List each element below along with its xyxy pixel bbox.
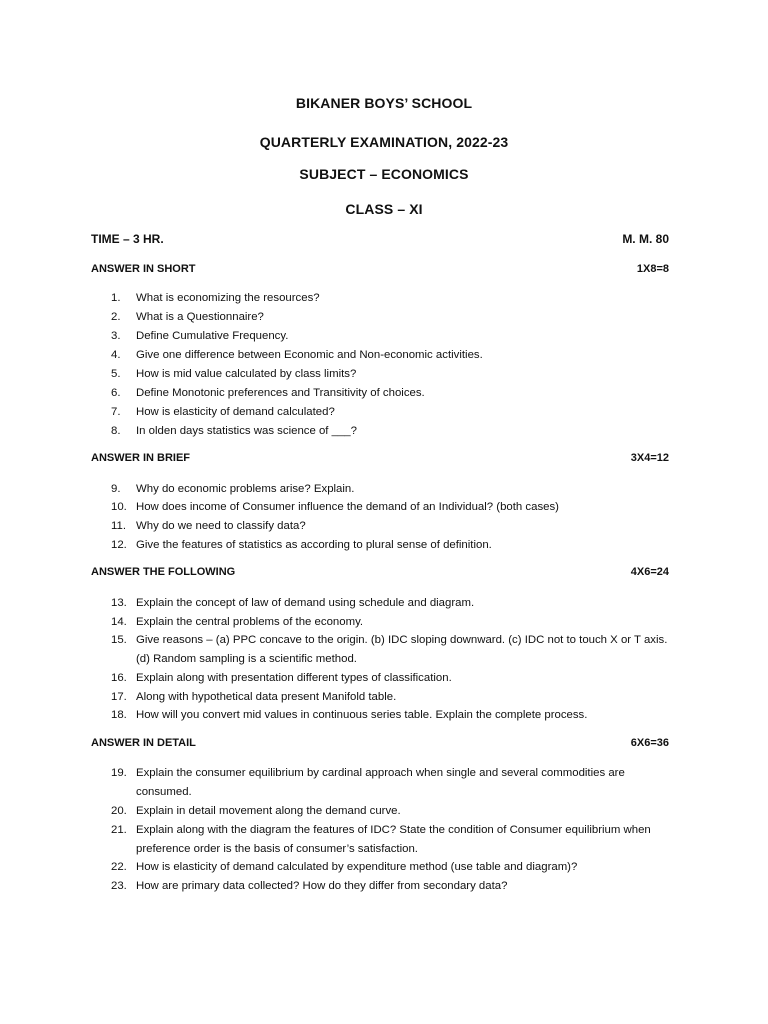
question-text: What is a Questionnaire? [136,311,264,323]
question-number: 22. [111,861,127,873]
question-text: Along with hypothetical data present Manifold table. [136,691,397,703]
question-number: 11. [111,520,126,532]
question-text: Explain the central problems of the economy. [136,616,364,628]
question-item [111,764,681,801]
question-text: What is economizing the resources? [136,292,320,304]
question-item [111,669,681,688]
question-number: 20. [111,805,127,817]
question-item [111,422,681,441]
question-number: 16. [111,672,127,684]
question-text: Explain in detail movement along the demand curve. [136,805,401,817]
question-item [111,308,681,327]
question-text: Give one difference between Economic and Non-economic activities. [136,349,483,361]
section-marks: 6X6=36 [630,737,669,749]
question-item [111,384,681,403]
section-header [91,263,669,275]
question-item [111,613,681,632]
question-number: 13. [111,597,127,609]
question-number: 9. [111,483,121,495]
school-name: BIKANER BOYS’ SCHOOL [295,95,473,111]
question-item [111,821,681,858]
question-number: 10. [111,501,127,513]
question-number: 14. [111,616,127,628]
time-label: TIME – 3 HR. [91,232,164,246]
question-item [111,365,681,384]
question-item [111,877,681,896]
question-number: 6. [111,387,121,399]
question-item [111,594,681,613]
question-item [111,498,681,517]
question-item [111,327,681,346]
section-header [91,452,669,464]
question-number: 23. [111,880,127,892]
section-heading: ANSWER THE FOLLOWING [91,566,236,578]
question-text: In olden days statistics was science of ___? [136,425,357,437]
question-text: How is mid value calculated by class limits? [136,368,357,380]
question-text: Explain along with presentation different types of classification. [136,672,452,684]
question-text: Give reasons – (a) PPC concave to the origin. (b) IDC sloping downward. (c) IDC not to touch X or T axis. (d) Random sampling is a scientific method. [136,634,668,665]
question-number: 7. [111,406,121,418]
question-text: How is elasticity of demand calculated? [136,406,335,418]
section-marks: 1X8=8 [636,263,669,275]
question-number: 17. [111,691,127,703]
question-number: 1. [111,292,121,304]
question-number: 19. [111,767,127,779]
question-text: Why do we need to classify data? [136,520,306,532]
subject-title: SUBJECT – ECONOMICS [299,166,469,182]
exam-title: QUARTERLY EXAMINATION, 2022-23 [259,134,509,150]
class-title: CLASS – XI [345,201,423,217]
question-text: How are primary data collected? How do they differ from secondary data? [136,880,508,892]
question-item [111,480,681,499]
question-text: Why do economic problems arise? Explain. [136,483,355,495]
section-marks: 4X6=24 [630,566,669,578]
question-text: Explain along with the diagram the features of IDC? State the condition of Consumer equilibrium when preference order is the basis of consumer’s satisfaction. [136,824,651,855]
question-item [111,631,681,668]
question-item [111,536,681,555]
question-number: 8. [111,425,121,437]
max-marks-label: M. M. 80 [622,232,669,246]
question-number: 18. [111,709,127,721]
question-number: 2. [111,311,121,323]
question-item [111,346,681,365]
section-heading: ANSWER IN SHORT [91,263,196,275]
question-number: 3. [111,330,121,342]
question-item [111,403,681,422]
question-text: Define Monotonic preferences and Transitivity of choices. [136,387,425,399]
question-number: 15. [111,634,127,646]
section-marks: 3X4=12 [630,452,669,464]
section-heading: ANSWER IN DETAIL [91,737,196,749]
section-header [91,737,669,749]
question-number: 5. [111,368,121,380]
question-text: Give the features of statistics as according to plural sense of definition. [136,539,492,551]
question-text: How does income of Consumer influence the demand of an Individual? (both cases) [136,501,559,513]
question-item [111,289,681,308]
question-text: How is elasticity of demand calculated by expenditure method (use table and diagram)? [136,861,578,873]
question-number: 21. [111,824,127,836]
question-text: How will you convert mid values in continuous series table. Explain the complete process. [136,709,588,721]
question-text: Explain the concept of law of demand using schedule and diagram. [136,597,475,609]
section-heading: ANSWER IN BRIEF [91,452,190,464]
question-number: 4. [111,349,121,361]
question-item [111,802,681,821]
question-number: 12. [111,539,127,551]
section-header [91,566,669,578]
question-item [111,517,681,536]
question-item [111,688,681,707]
question-item [111,858,681,877]
exam-meta-row [91,232,669,246]
question-text: Define Cumulative Frequency. [136,330,289,342]
question-item [111,706,681,725]
question-text: Explain the consumer equilibrium by cardinal approach when single and several commodities are consumed. [136,767,625,798]
